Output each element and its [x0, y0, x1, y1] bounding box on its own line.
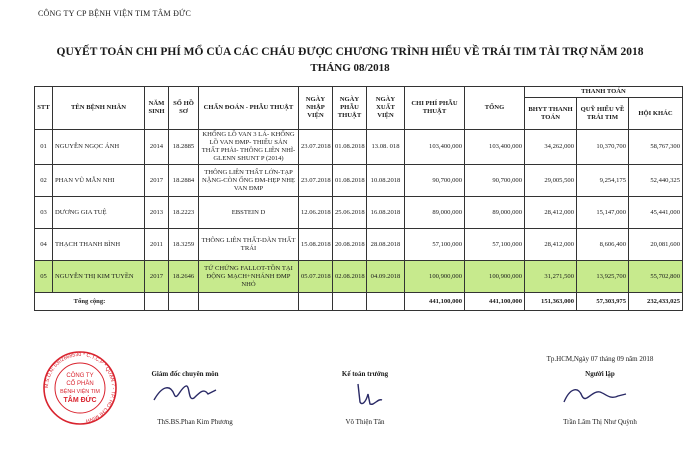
totals-cost: 441,100,000: [405, 293, 465, 311]
totals-empty-cell: [367, 293, 405, 311]
cell-other: 55,702,800: [629, 261, 683, 293]
cell-admit: 23.07.2018: [299, 130, 333, 165]
cell-name: PHAN VŨ MẪN NHI: [53, 165, 145, 197]
header-record: SỐ HỒ SƠ: [169, 87, 199, 130]
cell-diagnosis: THÔNG LIÊN THẤT-DÃN THẤT TRÁI: [199, 229, 299, 261]
cell-name: THẠCH THANH BÌNH: [53, 229, 145, 261]
cell-total: 57,100,000: [465, 229, 525, 261]
table-row: [35, 261, 683, 293]
stamp-line4: TÂM ĐỨC: [63, 397, 97, 404]
cell-bhyt: 34,262,000: [525, 130, 577, 165]
cell-admit: 12.06.2018: [299, 197, 333, 229]
cell-birth: 2014: [145, 130, 169, 165]
cell-bhyt: 28,412,000: [525, 197, 577, 229]
table-row: [35, 165, 683, 197]
totals-total: 441,100,000: [465, 293, 525, 311]
table-row: [35, 229, 683, 261]
totals-bhyt: 151,363,000: [525, 293, 577, 311]
totals-label: Tổng cộng:: [35, 293, 145, 311]
cell-discharge: 13.08. 018: [367, 130, 405, 165]
cell-record: 18.2646: [169, 261, 199, 293]
cell-diagnosis: EBSTEIN D: [199, 197, 299, 229]
cell-total: 103,400,000: [465, 130, 525, 165]
header-admit: NGÀY NHẬP VIỆN: [299, 87, 333, 130]
cell-birth: 2013: [145, 197, 169, 229]
totals-fund: 57,303,975: [577, 293, 629, 311]
header-diagnosis: CHẨN ĐOÁN - PHẪU THUẬT: [199, 87, 299, 130]
header-payment: THANH TOÁN: [525, 87, 683, 98]
table-row: [35, 197, 683, 229]
cell-discharge: 28.08.2018: [367, 229, 405, 261]
cell-other: 45,441,000: [629, 197, 683, 229]
cell-admit: 05.07.2018: [299, 261, 333, 293]
cell-other: 58,767,300: [629, 130, 683, 165]
cell-admit: 23.07.2018: [299, 165, 333, 197]
cell-surgery: 01.08.2018: [333, 165, 367, 197]
cell-diagnosis: THÔNG LIÊN THẤT LỚN-TẠP NẶNG-CÒN ỐNG ĐM-HẸP NHẸ VAN ĐMP: [199, 165, 299, 197]
cell-discharge: 16.08.2018: [367, 197, 405, 229]
cell-bhyt: 28,412,000: [525, 229, 577, 261]
company-name: CÔNG TY CP BỆNH VIỆN TIM TÂM ĐỨC: [38, 9, 191, 18]
right-signature-mark: [560, 380, 630, 410]
cell-cost: 103,400,000: [405, 130, 465, 165]
stamp-line3: BỆNH VIỆN TIM: [60, 389, 100, 395]
cell-cost: 100,900,000: [405, 261, 465, 293]
cell-discharge: 04.09.2018: [367, 261, 405, 293]
cell-cost: 89,000,000: [405, 197, 465, 229]
left-signature-mark: [150, 380, 220, 408]
cell-fund: 15,147,000: [577, 197, 629, 229]
cell-fund: 8,606,400: [577, 229, 629, 261]
report-subtitle: THÁNG 08/2018: [310, 62, 390, 74]
header-stt: STT: [35, 87, 53, 130]
right-signer-name: Trần Lâm Thị Như Quỳnh: [563, 418, 637, 426]
header-bhyt: BHYT THANH TOÁN: [525, 98, 577, 130]
cell-diagnosis: KHỐNG LỒ VAN 3 LÁ- KHỐNG LỒ VAN ĐMP- THIỂU SẢN THẤT PHẢI- THÔNG LIÊN NHĨ-GLENN SHUNT P (2014): [199, 130, 299, 165]
cell-surgery: 25.06.2018: [333, 197, 367, 229]
totals-empty-cell: [169, 293, 199, 311]
totals-empty-cell: [333, 293, 367, 311]
cell-name: DƯƠNG GIA TUỆ: [53, 197, 145, 229]
signature-block-left: [130, 370, 240, 378]
header-fund: QUỸ HIỂU VỀ TRÁI TIM: [577, 98, 629, 130]
totals-row: [35, 293, 683, 311]
stamp-line1: CÔNG TY: [66, 373, 94, 379]
cell-cost: 57,100,000: [405, 229, 465, 261]
company-stamp: [42, 350, 118, 426]
cell-bhyt: 29,005,500: [525, 165, 577, 197]
cell-admit: 15.08.2018: [299, 229, 333, 261]
header-surgery: NGÀY PHẪU THUẬT: [333, 87, 367, 130]
stamp-inner-ring: [55, 363, 105, 413]
cell-surgery: 20.08.2018: [333, 229, 367, 261]
cell-total: 100,900,000: [465, 261, 525, 293]
table-body: [35, 130, 683, 293]
middle-signer-role: Kế toán trưởng: [341, 370, 389, 378]
totals-empty-cell: [299, 293, 333, 311]
totals-other: 232,433,025: [629, 293, 683, 311]
cell-name: NGUYỄN NGỌC ÁNH: [53, 130, 145, 165]
cell-birth: 2017: [145, 261, 169, 293]
totals-empty-cell: [145, 293, 169, 311]
header-other: HỘI KHÁC: [629, 98, 683, 130]
cell-stt: 05: [35, 261, 53, 293]
report-title: QUYẾT TOÁN CHI PHÍ MỔ CỦA CÁC CHÁU ĐƯỢC CHƯƠNG TRÌNH HIỂU VỀ TRÁI TIM TÀI TRỢ NĂM 2018: [56, 46, 644, 58]
cell-cost: 90,700,000: [405, 165, 465, 197]
middle-signature-mark: [350, 380, 390, 410]
cell-diagnosis: TỨ CHỨNG FALLOT-TỒN TẠI ĐỘNG MẠCH+NHÁNH ĐMP NHỎ: [199, 261, 299, 293]
cell-birth: 2017: [145, 165, 169, 197]
left-signer-role: Giám đốc chuyên môn: [151, 370, 219, 378]
cell-stt: 04: [35, 229, 53, 261]
cell-stt: 03: [35, 197, 53, 229]
cell-record: 18.2885: [169, 130, 199, 165]
cell-stt: 02: [35, 165, 53, 197]
right-signer-role: Người lập: [585, 370, 615, 378]
middle-signer-name: Võ Thiện Tân: [345, 418, 385, 426]
left-signer-name: ThS.BS.Phan Kim Phương: [157, 418, 233, 426]
header-birth: NĂM SINH: [145, 87, 169, 130]
signing-date: Tp.HCM,Ngày 07 tháng 09 năm 2018: [546, 355, 654, 363]
header-name: TÊN BỆNH NHÂN: [53, 87, 145, 130]
cell-bhyt: 31,271,500: [525, 261, 577, 293]
table-row: [35, 130, 683, 165]
settlement-table: [34, 86, 683, 311]
cell-total: 89,000,000: [465, 197, 525, 229]
cell-other: 52,440,325: [629, 165, 683, 197]
header-discharge: NGÀY XUẤT VIỆN: [367, 87, 405, 130]
stamp-line2: CỔ PHẦN: [66, 381, 94, 387]
cell-record: 18.3259: [169, 229, 199, 261]
cell-record: 18.2884: [169, 165, 199, 197]
cell-discharge: 10.08.2018: [367, 165, 405, 197]
header-total: TỔNG: [465, 87, 525, 130]
cell-fund: 10,370,700: [577, 130, 629, 165]
stamp-outer-text: M.S.D.N: 0302668530 * C.T.C.P * QUẬN 7 - TP. HỒ CHÍ MINH: [43, 351, 117, 424]
totals-empty-cell: [199, 293, 299, 311]
cell-birth: 2011: [145, 229, 169, 261]
cell-other: 20,081,600: [629, 229, 683, 261]
cell-fund: 9,254,175: [577, 165, 629, 197]
cell-surgery: 01.08.2018: [333, 130, 367, 165]
header-cost: CHI PHÍ PHẪU THUẬT: [405, 87, 465, 130]
cell-fund: 13,925,700: [577, 261, 629, 293]
cell-record: 18.2223: [169, 197, 199, 229]
cell-name: NGUYỄN THỊ KIM TUYỀN: [53, 261, 145, 293]
signature-block-middle: [315, 370, 415, 378]
signature-block-right: [540, 370, 660, 378]
cell-stt: 01: [35, 130, 53, 165]
cell-total: 90,700,000: [465, 165, 525, 197]
cell-surgery: 02.08.2018: [333, 261, 367, 293]
